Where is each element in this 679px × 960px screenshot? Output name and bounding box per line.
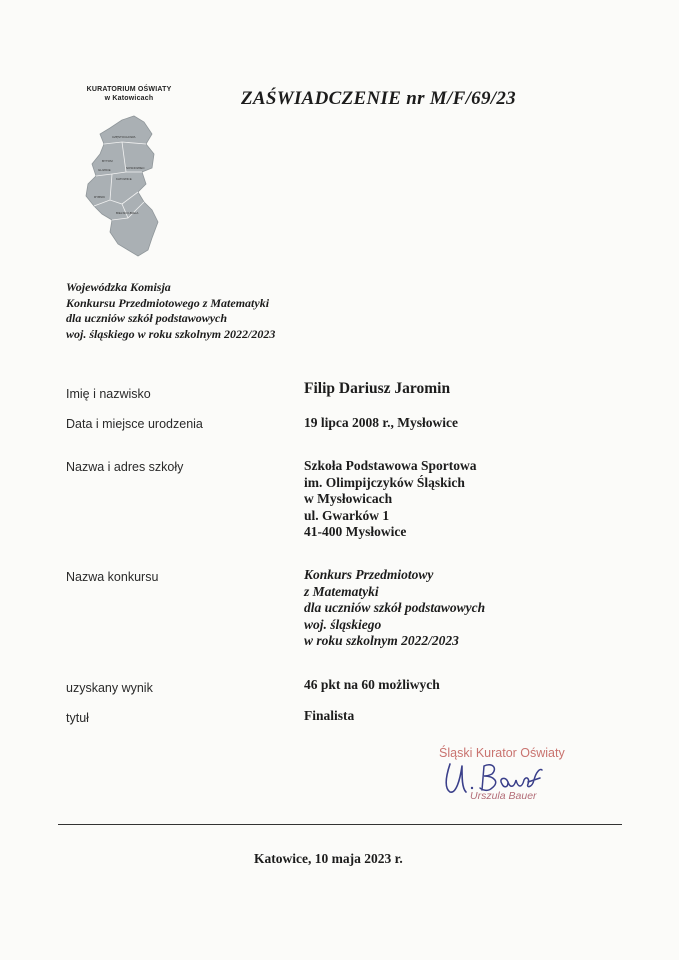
map-label-bytom: BYTOM [102,159,113,163]
map-label-bielsko: BIELSKO-BIAŁA [116,211,139,215]
committee-line: dla uczniów szkół podstawowych [66,311,228,326]
contest-value [304,567,485,650]
name-value: Filip Dariusz Jaromin [304,380,451,397]
contest-label: Nazwa konkursu [66,570,159,584]
title-label: tytuł [66,711,89,725]
footer-divider [58,824,622,825]
name-label: Imię i nazwisko [66,387,151,401]
contest-line: Konkurs Przedmiotowy [304,567,434,582]
birth-value: 19 lipca 2008 r., Mysłowice [304,415,458,430]
school-value [304,458,477,541]
committee-line: woj. śląskiego w roku szkolnym 2022/2023 [66,326,276,341]
institution-name: KURATORIUM OŚWIATY [86,86,172,93]
contest-line: w roku szkolnym 2022/2023 [304,633,459,648]
birth-label: Data i miejsce urodzenia [66,417,203,431]
school-line: w Mysłowicach [304,491,393,506]
institution-logo-text [66,86,192,103]
title-value: Finalista [304,708,355,723]
signature-stamp [432,744,592,808]
silesia-map-logo [82,114,168,260]
school-line: 41-400 Mysłowice [304,524,407,539]
stamp-name: Urszula Bauer [470,790,537,802]
map-label-gliwice: GLIWICE [98,168,111,172]
map-label-sosnowiec: SOSNOWIEC [126,166,145,170]
school-line: im. Olimpijczyków Śląskich [304,474,465,490]
school-label: Nazwa i adres szkoły [66,460,184,474]
result-value: 46 pkt na 60 możliwych [304,677,440,692]
map-label-czestochowa: CZĘSTOCHOWA [112,135,136,139]
institution-city: w Katowicach [104,94,154,102]
place-and-date: Katowice, 10 maja 2023 r. [254,851,403,866]
school-line: Szkoła Podstawowa Sportowa [304,458,477,473]
map-label-katowice: KATOWICE [116,177,132,181]
document-title: ZAŚWIADCZENIE nr M/F/69/23 [241,88,516,109]
school-line: ul. Gwarków 1 [304,507,390,523]
map-label-rybnik: RYBNIK [94,195,106,199]
result-label: uzyskany wynik [66,681,153,695]
contest-line: woj. śląskiego [304,616,382,632]
contest-line: dla uczniów szkół podstawowych [304,600,486,615]
committee-line: Wojewódzka Komisja [66,280,171,294]
committee-line: Konkursu Przedmiotowego z Matematyki [66,295,270,310]
stamp-title: Śląski Kurator Oświaty [439,746,565,760]
committee-block [66,280,275,342]
contest-line: z Matematyki [304,583,379,599]
